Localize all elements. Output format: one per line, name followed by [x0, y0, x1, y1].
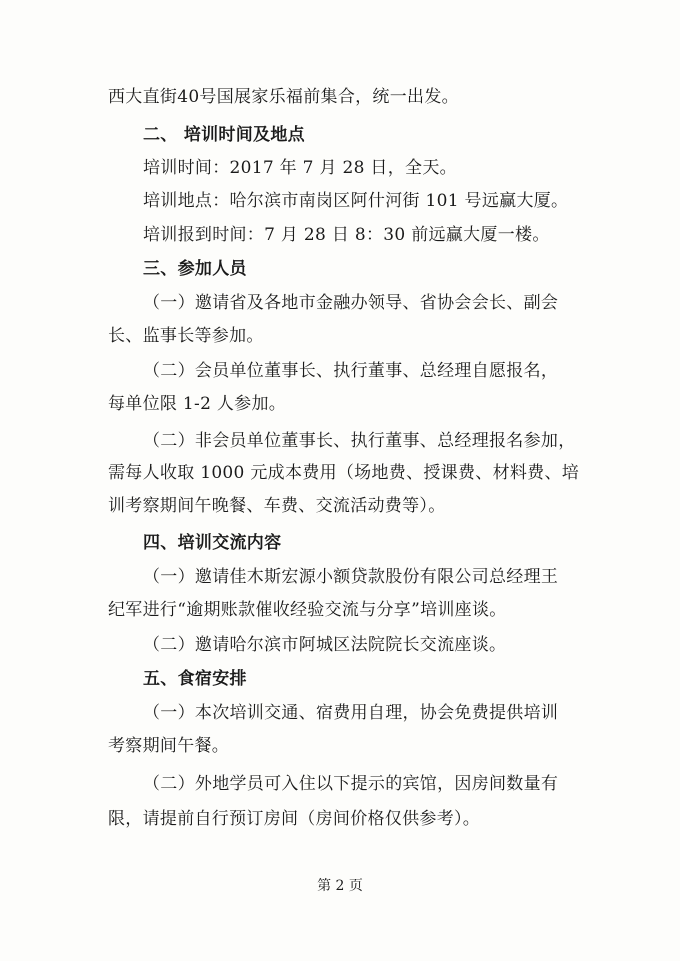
body-text-line: 考察期间午餐。 — [108, 736, 230, 756]
section-heading-accommodation: 五、食宿安排 — [143, 669, 247, 689]
body-text-line: 培训时间：2017 年 7 月 28 日，全天。 — [143, 158, 457, 178]
section-heading-participants: 三、参加人员 — [143, 259, 247, 279]
body-text-line: 需每人收取 1000 元成本费用（场地费、授课费、材料费、培 — [108, 463, 580, 483]
body-text-line: 培训地点：哈尔滨市南岗区阿什河街 101 号远赢大厦。 — [143, 191, 569, 211]
body-text-line: （一）本次培训交通、宿费用自理，协会免费提供培训 — [143, 703, 559, 723]
body-text-line: 培训报到时间：7 月 28 日 8：30 前远赢大厦一楼。 — [143, 225, 550, 245]
body-text-line: 限，请提前自行预订房间（房间价格仅供参考）。 — [108, 809, 481, 829]
body-text-line: 每单位限 1-2 人参加。 — [108, 394, 287, 414]
body-text-line: 长、监事长等参加。 — [108, 326, 264, 346]
body-text-line: 纪军进行“逾期账款催收经验交流与分享”培训座谈。 — [108, 600, 507, 620]
body-text-line: （二）邀请哈尔滨市阿城区法院院长交流座谈。 — [143, 635, 507, 655]
section-heading-training-time: 二、 培训时间及地点 — [143, 125, 305, 145]
body-text-line: 训考察期间午晚餐、车费、交流活动费等）。 — [108, 496, 446, 516]
page-number: 第 2 页 — [317, 878, 363, 894]
body-text-line: （二）会员单位董事长、执行董事、总经理自愿报名， — [143, 361, 559, 381]
body-text-line: （二）外地学员可入住以下提示的宾馆，因房间数量有 — [143, 774, 559, 794]
body-text-line: （一）邀请省及各地市金融办领导、省协会会长、副会 — [143, 293, 559, 313]
body-text-line: （一）邀请佳木斯宏源小额贷款股份有限公司总经理王 — [143, 567, 559, 587]
body-text-line: 西大直街40号国展家乐福前集合，统一出发。 — [108, 87, 459, 107]
body-text-line: （二）非会员单位董事长、执行董事、总经理报名参加， — [143, 431, 576, 451]
section-heading-content: 四、培训交流内容 — [143, 533, 282, 553]
